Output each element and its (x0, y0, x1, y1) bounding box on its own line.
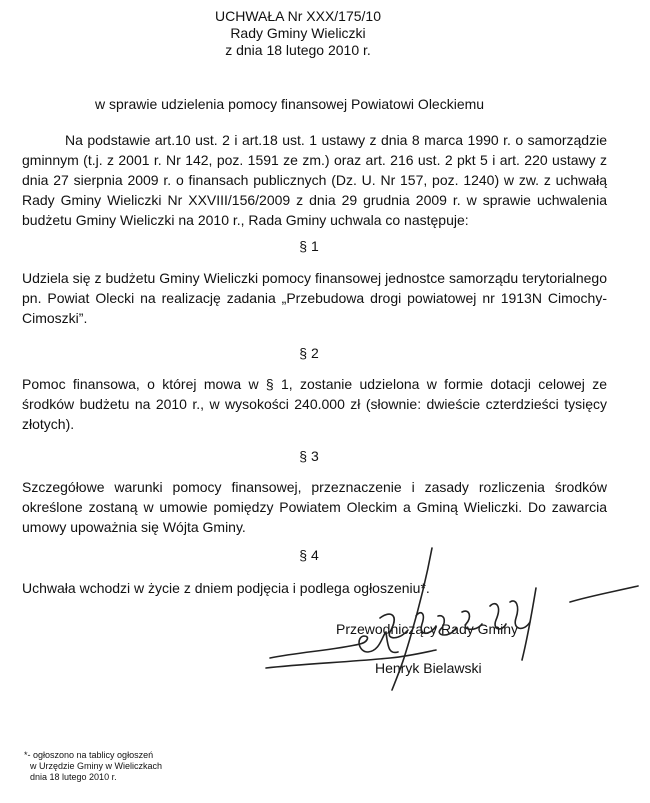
resolution-header (0, 8, 596, 59)
footnote-line-1: *- ogłoszono na tablicy ogłoszeń (24, 750, 154, 760)
resolution-subject: w sprawie udzielenia pomocy finansowej Powiatowi Oleckiemu (95, 96, 485, 112)
section-3-label: § 3 (299, 448, 319, 464)
footnote-line-2: w Urzędzie Gminy w Wieliczkach (30, 761, 163, 771)
signatory-name: Henryk Bielawski (375, 660, 482, 676)
footnote-line-3: dnia 18 lutego 2010 r. (30, 772, 117, 782)
section-4-text: Uchwała wchodzi w życie z dniem podjęcia i podlega ogłoszeniu*. (22, 580, 430, 596)
section-1-label: § 1 (299, 238, 319, 254)
resolution-issuer: Rady Gminy Wieliczki (230, 25, 366, 41)
signatory-title: Przewodniczący Rady Gminy (336, 621, 519, 637)
publication-footnote (24, 750, 162, 783)
resolution-title: UCHWAŁA Nr XXX/175/10 (215, 8, 381, 24)
section-2-text: Pomoc finansowa, o której mowa w § 1, zostanie udzielona w formie dotacji celowej ze środków budżetu na 2010 r., w wysokości 240.000 zł (słownie: dwieście czterdzieści tysięcy złotych). (22, 376, 607, 432)
section-2-label: § 2 (299, 345, 319, 361)
section-3-text: Szczegółowe warunki pomocy finansowej, przeznaczenie i zasady rozliczenia środków określone zostaną w umowie pomiędzy Powiatem Oleckim a Gminą Wieliczki. Do zawarcia umowy upoważnia się Wójta Gminy. (22, 479, 607, 535)
section-1-text: Udziela się z budżetu Gminy Wieliczki pomocy finansowej jednostce samorządu terytorialnego pn. Powiat Olecki na realizację zadania „Przebudowa drogi powiatowej nr 1913N Cimochy-Cimoszki”. (22, 270, 607, 326)
handwritten-signature (240, 540, 650, 700)
section-4-label: § 4 (299, 547, 319, 563)
preamble-paragraph: Na podstawie art.10 ust. 2 i art.18 ust. 1 ustawy z dnia 8 marca 1990 r. o samorządzie gminnym (t.j. z 2001 r. Nr 142, poz. 1591 ze zm.) oraz art. 216 ust. 2 pkt 5 i art. 220 ustawy z dnia 27 sierpnia 2009 r. o finansach publicznych (Dz. U. Nr 157, poz. 1240) w zw. z uchwałą Rady Gminy Wieliczki Nr XXVIII/156/2009 z dnia 29 grudnia 2009 r. w sprawie uchwalenia budżetu Gminy Wieliczki na 2010 r., Rada Gminy uchwala co następuje: (22, 132, 607, 228)
resolution-date: z dnia 18 lutego 2010 r. (225, 42, 371, 58)
